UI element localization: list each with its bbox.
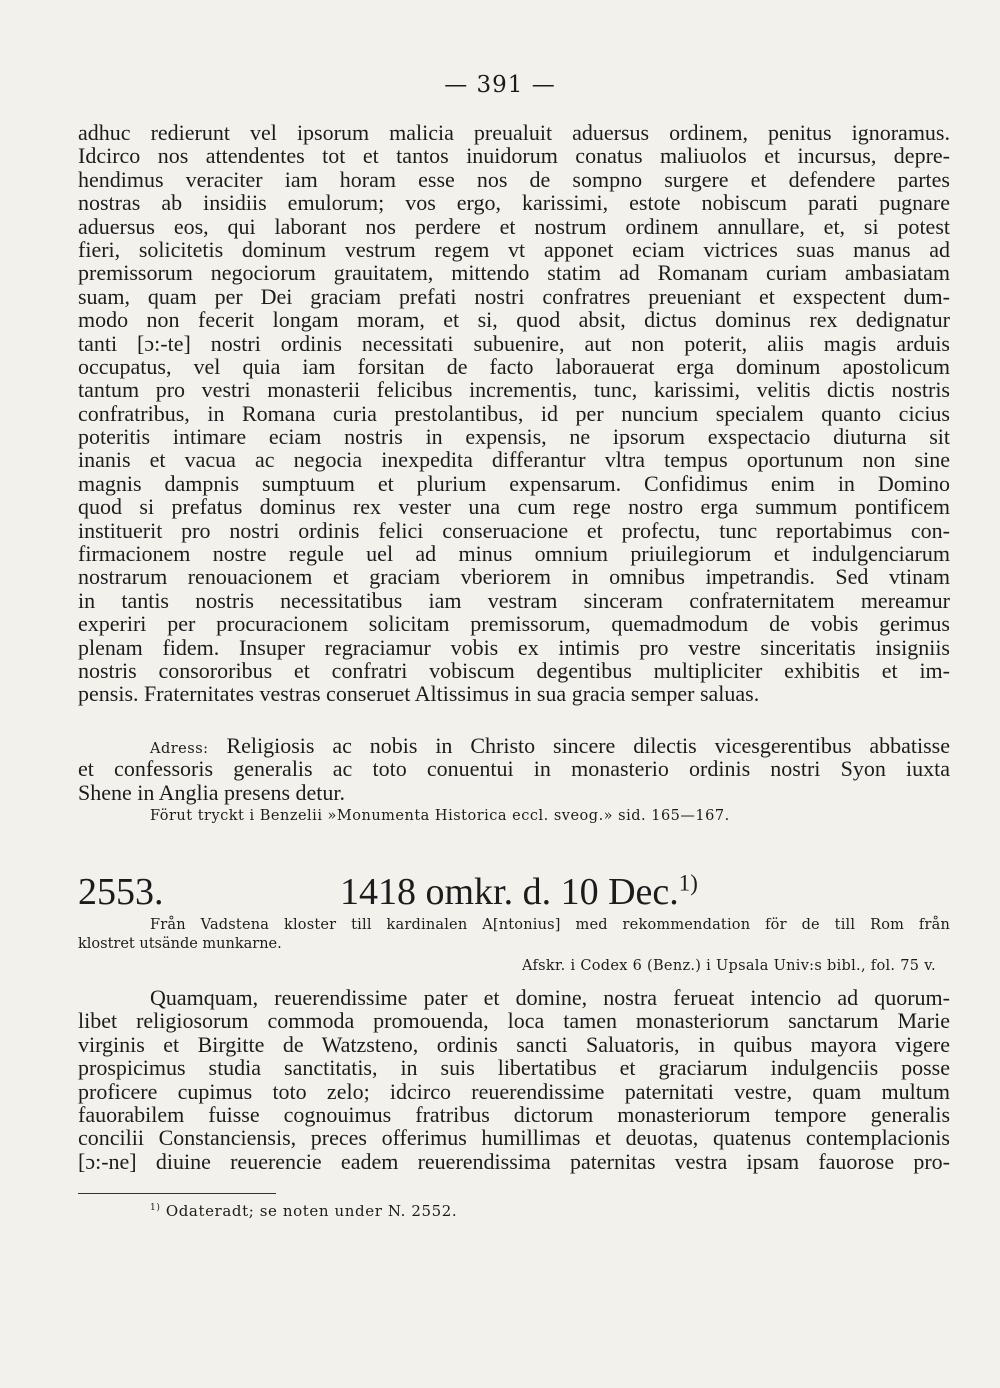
- text-line: firmacionem nostre regule uel ad minus omnium priuilegiorum et indulgenciarum: [78, 541, 950, 567]
- text-line: libet religiosorum commoda promouenda, loca tamen monasteriorum sanctarum Marie: [78, 1008, 950, 1034]
- text-line: nostras ab insidiis emulorum; vos ergo, karissimi, estote nobiscum parati pugnare: [78, 190, 950, 216]
- text-line: inanis et vacua ac negocia inexpedita differantur vltra tempus oportunum non sine: [78, 447, 950, 473]
- text-line: hendimus veraciter iam horam esse nos de sompno surgere et defendere partes: [78, 166, 950, 192]
- text-line: suam, quam per Dei graciam prefati nostri confratres preueniant et exspectent dum-: [78, 283, 950, 309]
- entry-summary: [78, 916, 950, 954]
- address-label: Adress:: [150, 741, 209, 757]
- footnote-text: Odateradt; se noten under N. 2552.: [165, 1202, 458, 1220]
- entry-title: [340, 870, 698, 914]
- text-line: aduersus eos, qui laborant nos perdere et nostrum ordinem annullare, et, si potest: [78, 213, 950, 239]
- source-note: Afskr. i Codex 6 (Benz.) i Upsala Univ:s bibl., fol. 75 v.: [522, 958, 936, 974]
- text-line: adhuc redierunt vel ipsorum malicia preualuit aduersus ordinem, penitus ignoramus.: [78, 120, 950, 145]
- text-line: magnis dampnis sumptuum et plurium expensarum. Confidimus enim in Domino: [78, 470, 950, 496]
- address-line: Shene in Anglia presens detur.: [78, 779, 346, 805]
- text-line: poteritis intimare eciam nostris in expensis, ne ipsorum exspectacio diuturna sit: [78, 424, 950, 450]
- text-line: in tantis nostris necessitatibus iam vestram sinceram confraternitatem mereamur: [78, 587, 950, 613]
- text-line: virginis et Birgitte de Watzsteno, ordinis sancti Saluatoris, in quibus mayora vigere: [78, 1031, 950, 1057]
- text-line: experiri per procuracionem solicitam premissorum, quemadmodum de vobis gerimus: [78, 611, 950, 637]
- summary-line: Från Vadstena kloster till kardinalen A[ntonius] med rekommendation för de till Rom från: [150, 917, 950, 933]
- text-line: prospicimus studia sanctitatis, in suis libertatibus et graciarum indulgenciis posse: [78, 1055, 950, 1081]
- text-line: instituerit pro nostri ordinis felici conseruacione et profectu, tunc reportabimus con-: [78, 517, 950, 543]
- address-block: [78, 734, 950, 804]
- text-line: fauorabilem fuisse cognouimus fratribus dictorum monasteriorum tempore generalis: [78, 1101, 950, 1127]
- text-line: pensis. Fraternitates vestras conseruet Altissimus in sua gracia semper saluas.: [78, 681, 760, 707]
- address-line: et confessoris generalis ac toto conuentui in monasterio ordinis nostri Syon iuxta: [78, 756, 950, 782]
- text-line: plenam fidem. Insuper regraciamur vobis ex intimis pro vestre sinceritatis insigniis: [78, 634, 950, 660]
- address-line: [78, 734, 950, 757]
- text-line: modo non fecerit longam moram, et si, quod absit, dictus dominus rex dedignatur: [78, 307, 950, 333]
- text-line: nostris consororibus et confratri vobiscum degentibus multipliciter exhibitis et im-: [78, 657, 950, 683]
- text-line: tantum pro vestri monasterii felicibus incrementis, tunc, karissimi, velitis dictis nostris: [78, 377, 950, 403]
- text-line: quod si prefatus dominus rex vester una cum rege nostro erga summum pontificem: [78, 494, 950, 520]
- text-line: Idcirco nos attendentes tot et tantos inuidorum conatus maliuolos et incursus, depre-: [78, 143, 950, 169]
- footnote-ref: 1): [678, 870, 698, 896]
- text-line: concilii Constanciensis, preces offerimus humillimas et deuotas, quatenus contemplacionis: [78, 1125, 950, 1151]
- text-line: tanti [ɔ:-te] nostri ordinis necessitati subuenire, aut non poterit, aliis magis arduis: [78, 330, 950, 356]
- summary-line: klostret utsände munkarne.: [78, 936, 282, 952]
- text-line: fieri, solicitetis dominum vestrum regem vt apponet eciam victrices suas manus ad: [78, 236, 950, 262]
- text-line: [ɔ:-ne] diuine reuerencie eadem reuerendissima paternitas vestra ipsam fauorose pro-: [78, 1148, 950, 1174]
- text-line: premissorum negociorum grauitatem, mittendo statim ad Romanam curiam ambasiatam: [78, 260, 950, 286]
- text-line: occupatus, vel quia iam forsitan de facto laborauerat erga dominum apostolicum: [78, 353, 950, 379]
- page-number: — 391 —: [444, 72, 556, 98]
- text-line: Quamquam, reuerendissime pater et domine, nostra ferueat intencio ad quorum-: [150, 985, 950, 1010]
- text-line: proficere cupimus toto zelo; idcirco reuerendissime paternitati vestre, quam multum: [78, 1078, 950, 1104]
- entry-date: 1418 omkr. d. 10 Dec.: [340, 871, 679, 913]
- footnote-rule: [78, 1193, 276, 1194]
- print-note: Förut tryckt i Benzelii »Monumenta Historica eccl. sveog.» sid. 165—167.: [150, 808, 730, 824]
- entry-number: 2553.: [78, 871, 164, 913]
- text-line: nostrarum renouacionem et graciam vberiorem in omnibus impetrandis. Sed vtinam: [78, 564, 950, 590]
- footnote-mark: 1): [150, 1203, 161, 1213]
- entry-body: [78, 986, 950, 1173]
- footnote: [150, 1202, 457, 1220]
- letter-text: [78, 121, 950, 706]
- address-text: Religiosis ac nobis in Christo sincere dilectis vicesgerentibus abbatisse: [226, 733, 950, 758]
- text-line: confratribus, in Romana curia prestolantibus, id per nuncium specialem quanto cicius: [78, 400, 950, 426]
